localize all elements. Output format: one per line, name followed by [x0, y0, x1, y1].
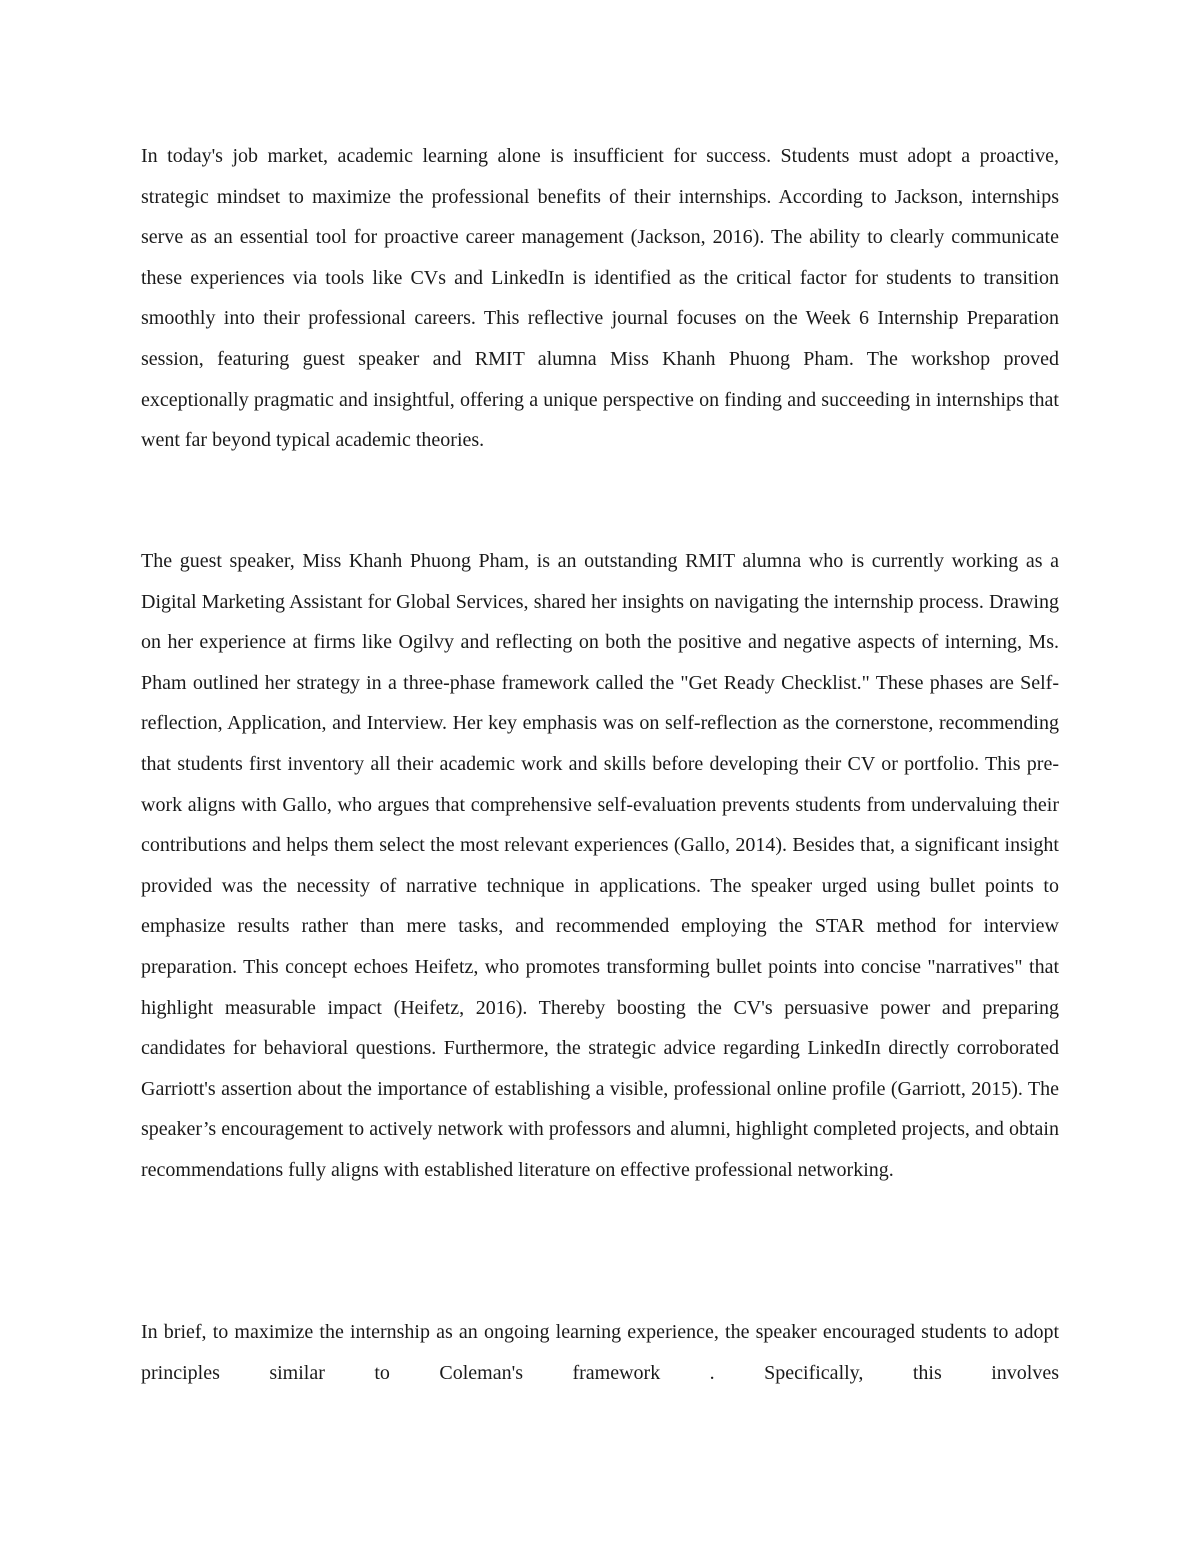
paragraph-text: In today's job market, academic learning alone is insufficient for success. Students must adopt a proactive, strategic mindset to maximize the professional benefits of their internships. According to Jackson, internships serve as an essential tool for proactive career management (Jackson, 2016). The ability to clearly communicate these experiences via tools like CVs and LinkedIn is identified as the critical factor for students to transition smoothly into their professional careers. This reflective journal focuses on the Week 6 Internship Preparation session, featuring guest speaker and RMIT alumna Miss Khanh Phuong Pham. The workshop proved exceptionally pragmatic and insightful, offering a unique perspective on finding and succeeding in internships that went far beyond typical academic theories.: [141, 145, 1059, 452]
paragraph-introduction: [141, 136, 1059, 461]
paragraph-in-brief: [141, 1312, 1059, 1393]
paragraph-guest-speaker: [141, 541, 1059, 1191]
paragraph-text: In brief, to maximize the internship as an ongoing learning experience, the speaker encouraged students to adopt principles similar to Coleman's framework . Specifically, this involves: [141, 1321, 1059, 1384]
paragraph-text: The guest speaker, Miss Khanh Phuong Pham, is an outstanding RMIT alumna who is currently working as a Digital Marketing Assistant for Global Services, shared her insights on navigating the internship process. Drawing on her experience at firms like Ogilvy and reflecting on both the positive and negative aspects of interning, Ms. Pham outlined her strategy in a three-phase framework called the "Get Ready Checklist." These phases are Self-reflection, Application, and Interview. Her key emphasis was on self-reflection as the cornerstone, recommending that students first inventory all their academic work and skills before developing their CV or portfolio. This pre-work aligns with Gallo, who argues that comprehensive self-evaluation prevents students from undervaluing their contributions and helps them select the most relevant experiences (Gallo, 2014). Besides that, a significant insight provided was the necessity of narrative technique in applications. The speaker urged using bullet points to emphasize results rather than mere tasks, and recommended employing the STAR method for interview preparation. This concept echoes Heifetz, who promotes transforming bullet points into concise "narratives" that highlight measurable impact (Heifetz, 2016). Thereby boosting the CV's persuasive power and preparing candidates for behavioral questions. Furthermore, the strategic advice regarding LinkedIn directly corroborated Garriott's assertion about the importance of establishing a visible, professional online profile (Garriott, 2015). The speaker’s encouragement to actively network with professors and alumni, highlight completed projects, and obtain recommendations fully aligns with established literature on effective professional networking.: [141, 550, 1059, 1181]
